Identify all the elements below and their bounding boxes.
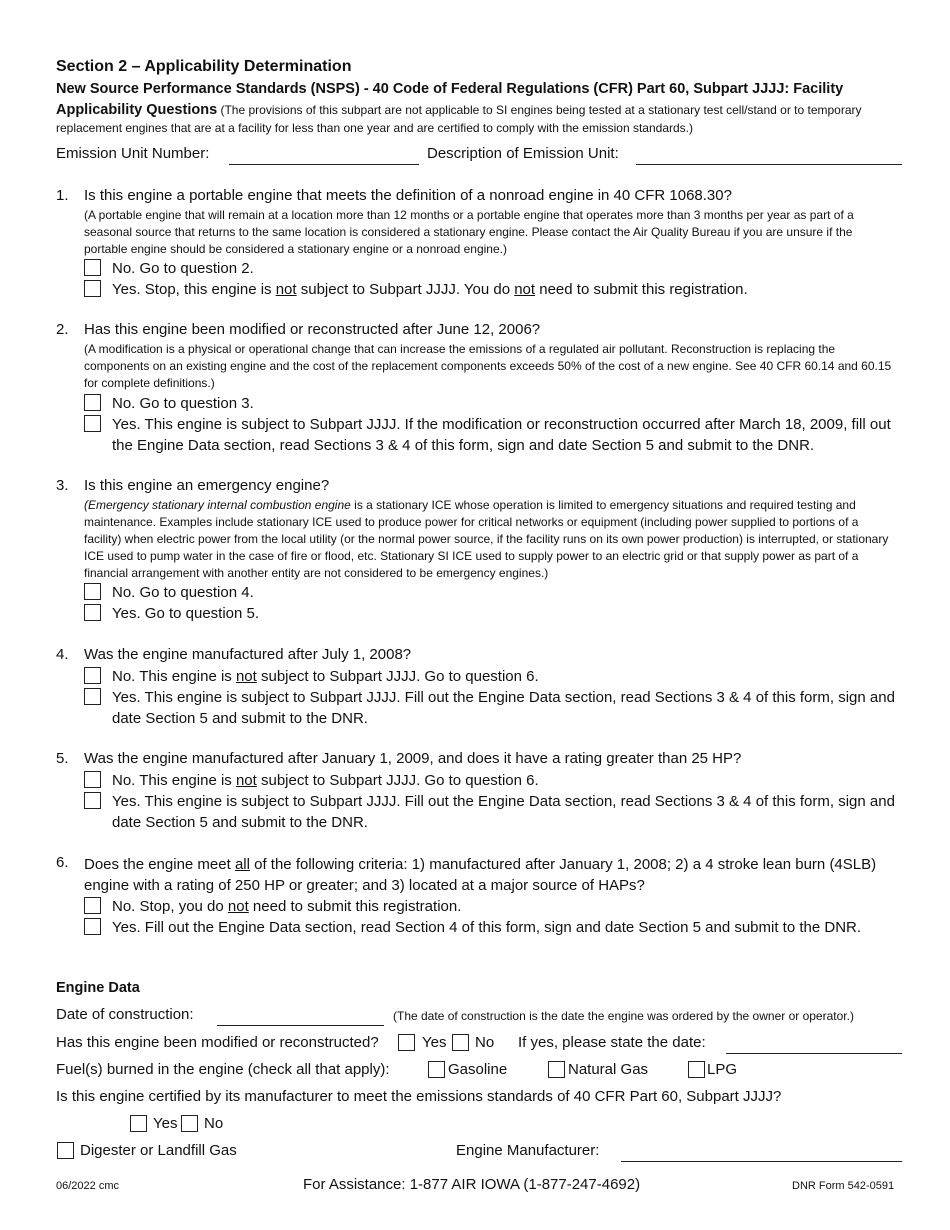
q6-no-checkbox[interactable] bbox=[84, 897, 101, 914]
fuel-natural-gas-checkbox[interactable] bbox=[548, 1061, 565, 1078]
modified-yes-checkbox[interactable] bbox=[398, 1034, 415, 1051]
question-number: 6. bbox=[56, 854, 69, 871]
subtitle-bold: Applicability Questions bbox=[56, 102, 218, 118]
emission-unit-description-field[interactable] bbox=[636, 164, 902, 165]
option-label: No. This engine is not subject to Subpart JJJJ. Go to question 6. bbox=[112, 772, 539, 789]
certified-no-label: No bbox=[204, 1115, 224, 1132]
q2-yes-checkbox[interactable] bbox=[84, 415, 101, 432]
q5-no-checkbox[interactable] bbox=[84, 771, 101, 788]
question-number: 2. bbox=[56, 321, 69, 338]
certified-yes-checkbox[interactable] bbox=[130, 1115, 147, 1132]
option-label: Yes. Fill out the Engine Data section, read Section 4 of this form, sign and date Section 5 and submit to the DNR. bbox=[112, 919, 862, 936]
question-1 bbox=[56, 187, 906, 297]
question-number: 5. bbox=[56, 750, 69, 767]
question-text: Does the engine meet all of the following criteria: 1) manufactured after January 1, 2008; 2) a 4 stroke lean burn (4SLB) engine with a rating of 250 HP or greater; and 3) located at a major source of HAPs? bbox=[84, 856, 877, 894]
certified-yes-label: Yes bbox=[153, 1115, 178, 1132]
option-label: No. Go to question 4. bbox=[112, 584, 254, 601]
option-label: No. Go to question 3. bbox=[112, 395, 254, 412]
fuel-digester-checkbox[interactable] bbox=[57, 1142, 74, 1159]
option-label: No. Go to question 2. bbox=[112, 260, 254, 277]
fuel-natural-gas-label: Natural Gas bbox=[568, 1061, 649, 1078]
option-label: No. Stop, you do not need to submit this registration. bbox=[112, 898, 462, 915]
option-label: Yes. Go to question 5. bbox=[112, 605, 260, 622]
certified-no-checkbox[interactable] bbox=[181, 1115, 198, 1132]
q3-yes-checkbox[interactable] bbox=[84, 604, 101, 621]
section-subtitle-note-block bbox=[56, 101, 906, 137]
question-note: (Emergency stationary internal combustion engine is a stationary ICE whose operation is limited to emergency situations and required testing and maintenance. Examples include stationary ICE used to produce power for critical networks or equipment (including power supplied to portions of a facility) when electric power from the local utility (or the normal power source, if the facility runs on its own power production) is interrupted, or stationary ICE used to pump water in the case of fire or flood, etc. Stationary SI ICE used to supply power to an electric grid or that supply power as part of a financial arrangement with another entity are not considered to be emergency engines.) bbox=[84, 498, 889, 580]
modified-yes-label: Yes bbox=[422, 1034, 447, 1051]
question-number: 1. bbox=[56, 187, 69, 204]
emission-unit-description-label: Description of Emission Unit: bbox=[427, 145, 619, 162]
certified-label: Is this engine certified by its manufacturer to meet the emissions standards of 40 CFR Part 60, Subpart JJJJ? bbox=[56, 1088, 782, 1105]
emission-unit-number-label: Emission Unit Number: bbox=[56, 145, 210, 162]
if-yes-date-field[interactable] bbox=[726, 1053, 902, 1054]
engine-manufacturer-field[interactable] bbox=[621, 1161, 902, 1162]
option-label: Yes. Stop, this engine is not subject to Subpart JJJJ. You do not need to submit this registration. bbox=[112, 281, 748, 298]
if-yes-date-label: If yes, please state the date: bbox=[518, 1034, 706, 1051]
emission-unit-number-field[interactable] bbox=[229, 164, 419, 165]
modified-no-checkbox[interactable] bbox=[452, 1034, 469, 1051]
subtitle-note: (The provisions of this subpart are not applicable to SI engines being tested at a stationary test cell/stand or to temporary replacement engines that are at a facility for less than one year and are certified to comply with the emission standards.) bbox=[56, 103, 862, 135]
section-title: Section 2 – Applicability Determination bbox=[56, 58, 352, 75]
question-text: Was the engine manufactured after January 1, 2009, and does it have a rating greater than 25 HP? bbox=[84, 750, 742, 767]
q1-no-checkbox[interactable] bbox=[84, 259, 101, 276]
question-3 bbox=[56, 477, 906, 627]
question-6 bbox=[56, 854, 906, 939]
fuel-digester-label: Digester or Landfill Gas bbox=[80, 1142, 237, 1159]
fuel-label: Fuel(s) burned in the engine (check all that apply): bbox=[56, 1061, 390, 1078]
q5-yes-checkbox[interactable] bbox=[84, 792, 101, 809]
q3-no-checkbox[interactable] bbox=[84, 583, 101, 600]
question-number: 3. bbox=[56, 477, 69, 494]
q4-yes-checkbox[interactable] bbox=[84, 688, 101, 705]
option-label: No. This engine is not subject to Subpart JJJJ. Go to question 6. bbox=[112, 668, 539, 685]
fuel-lpg-checkbox[interactable] bbox=[688, 1061, 705, 1078]
q6-yes-checkbox[interactable] bbox=[84, 918, 101, 935]
modified-label: Has this engine been modified or reconstructed? bbox=[56, 1034, 379, 1051]
fuel-gasoline-label: Gasoline bbox=[448, 1061, 508, 1078]
date-of-construction-note: (The date of construction is the date the engine was ordered by the owner or operator.) bbox=[393, 1009, 854, 1023]
option-label: Yes. This engine is subject to Subpart JJJJ. Fill out the Engine Data section, read Sections 3 & 4 of this form, sign and date Section 5 and submit to the DNR. bbox=[112, 793, 895, 831]
question-4 bbox=[56, 646, 906, 731]
fuel-gasoline-checkbox[interactable] bbox=[428, 1061, 445, 1078]
section-subtitle: New Source Performance Standards (NSPS) - 40 Code of Federal Regulations (CFR) Part 60, Subpart JJJJ: Facility bbox=[56, 81, 844, 97]
question-text: Was the engine manufactured after July 1, 2008? bbox=[84, 646, 412, 663]
q1-yes-checkbox[interactable] bbox=[84, 280, 101, 297]
engine-manufacturer-label: Engine Manufacturer: bbox=[456, 1142, 600, 1159]
option-label: Yes. This engine is subject to Subpart JJJJ. Fill out the Engine Data section, read Sections 3 & 4 of this form, sign and date Section 5 and submit to the DNR. bbox=[112, 689, 895, 727]
question-text: Is this engine an emergency engine? bbox=[84, 477, 330, 494]
question-2 bbox=[56, 321, 906, 456]
engine-data-title: Engine Data bbox=[56, 980, 140, 996]
footer-date-code: 06/2022 cmc bbox=[56, 1180, 119, 1192]
fuel-lpg-label: LPG bbox=[707, 1061, 738, 1078]
question-text: Has this engine been modified or reconstructed after June 12, 2006? bbox=[84, 321, 541, 338]
footer-form-number: DNR Form 542-0591 bbox=[792, 1180, 895, 1192]
question-5 bbox=[56, 750, 906, 835]
question-note: (A portable engine that will remain at a location more than 12 months or a portable engine that operates more than 3 months per year as part of a seasonal source that returns to the same location is considered a stationary engine. Please contact the Air Quality Bureau if you are unsure if the portable engine should be considered a stationary engine or a nonroad engine.) bbox=[84, 208, 854, 256]
q4-no-checkbox[interactable] bbox=[84, 667, 101, 684]
option-label: Yes. This engine is subject to Subpart JJJJ. If the modification or reconstruction occurred after March 18, 2009, fill out the Engine Data section, read Sections 3 & 4 of this form, sign and date Section 5 and submit to the DNR. bbox=[112, 416, 891, 454]
question-text: Is this engine a portable engine that meets the definition of a nonroad engine in 40 CFR 1068.30? bbox=[84, 187, 732, 204]
question-number: 4. bbox=[56, 646, 69, 663]
footer-assistance: For Assistance: 1-877 AIR IOWA (1-877-247-4692) bbox=[303, 1176, 641, 1193]
date-of-construction-label: Date of construction: bbox=[56, 1006, 194, 1023]
q2-no-checkbox[interactable] bbox=[84, 394, 101, 411]
question-note: (A modification is a physical or operational change that can increase the emissions of a regulated air pollutant. Reconstruction is replacing the components on an existing engine and the cost of the replacement components exceeds 50% of the cost of a new engine. See 40 CFR 60.14 and 60.15 for complete definitions.) bbox=[84, 342, 892, 390]
date-of-construction-field[interactable] bbox=[217, 1025, 384, 1026]
modified-no-label: No bbox=[475, 1034, 495, 1051]
